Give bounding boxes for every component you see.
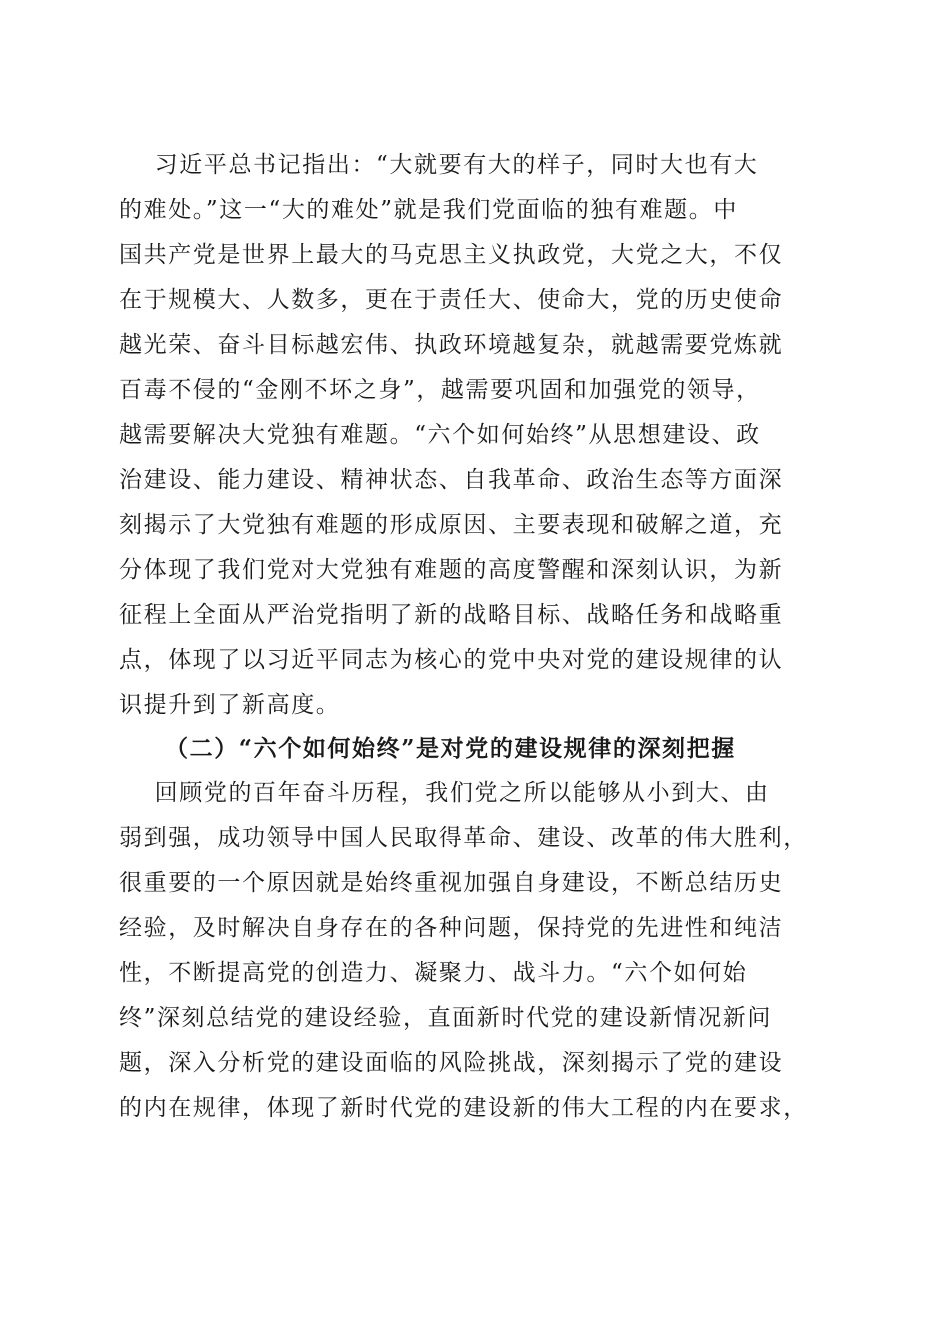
- text-line: 识提升到了新高度。: [119, 692, 341, 718]
- text-line: 征程上全面从严治党指明了新的战略目标、战略任务和战略重: [119, 602, 784, 628]
- text-line: 习近平总书记指出：“大就要有大的样子，同时大也有大: [119, 152, 759, 178]
- text-line: 的难处。”这一“大的难处”就是我们党面临的独有难题。中: [119, 197, 738, 223]
- text-line: 性，不断提高党的创造力、凝聚力、战斗力。“六个如何始: [119, 960, 748, 986]
- text-line: 国共产党是世界上最大的马克思主义执政党，大党之大，不仅: [119, 242, 784, 268]
- paragraph-2: [119, 771, 831, 1131]
- text-line: 题，深入分析党的建设面临的风险挑战，深刻揭示了党的建设: [119, 1050, 784, 1076]
- text-line: 刻揭示了大党独有难题的形成原因、主要表现和破解之道，充: [119, 512, 784, 538]
- text-line: 越光荣、奋斗目标越宏伟、执政环境越复杂，就越需要党炼就: [119, 332, 784, 358]
- section-heading: [165, 726, 831, 771]
- paragraph-1: [119, 143, 831, 728]
- text-line: 的内在规律，体现了新时代党的建设新的伟大工程的内在要求，: [119, 1095, 808, 1121]
- text-line: 经验，及时解决自身存在的各种问题，保持党的先进性和纯洁: [119, 915, 784, 941]
- text-line: 回顾党的百年奋斗历程，我们党之所以能够从小到大、由: [119, 780, 770, 806]
- text-line: 治建设、能力建设、精神状态、自我革命、政治生态等方面深: [119, 467, 784, 493]
- text-line: 很重要的一个原因就是始终重视加强自身建设，不断总结历史: [119, 870, 784, 896]
- section-heading-text: （二）“六个如何始终”是对党的建设规律的深刻把握: [165, 735, 736, 762]
- text-line: 百毒不侵的“金刚不坏之身”，越需要巩固和加强党的领导，: [119, 377, 761, 403]
- text-line: 越需要解决大党独有难题。“六个如何始终”从思想建设、政: [119, 422, 761, 448]
- text-line: 分体现了我们党对大党独有难题的高度警醒和深刻认识，为新: [119, 557, 784, 583]
- text-line: 在于规模大、人数多，更在于责任大、使命大，党的历史使命: [119, 287, 784, 313]
- text-line: 弱到强，成功领导中国人民取得革命、建设、改革的伟大胜利，: [119, 825, 808, 851]
- text-line: 终”深刻总结党的建设经验，直面新时代党的建设新情况新问: [119, 1005, 772, 1031]
- text-line: 点，体现了以习近平同志为核心的党中央对党的建设规律的认: [119, 647, 784, 673]
